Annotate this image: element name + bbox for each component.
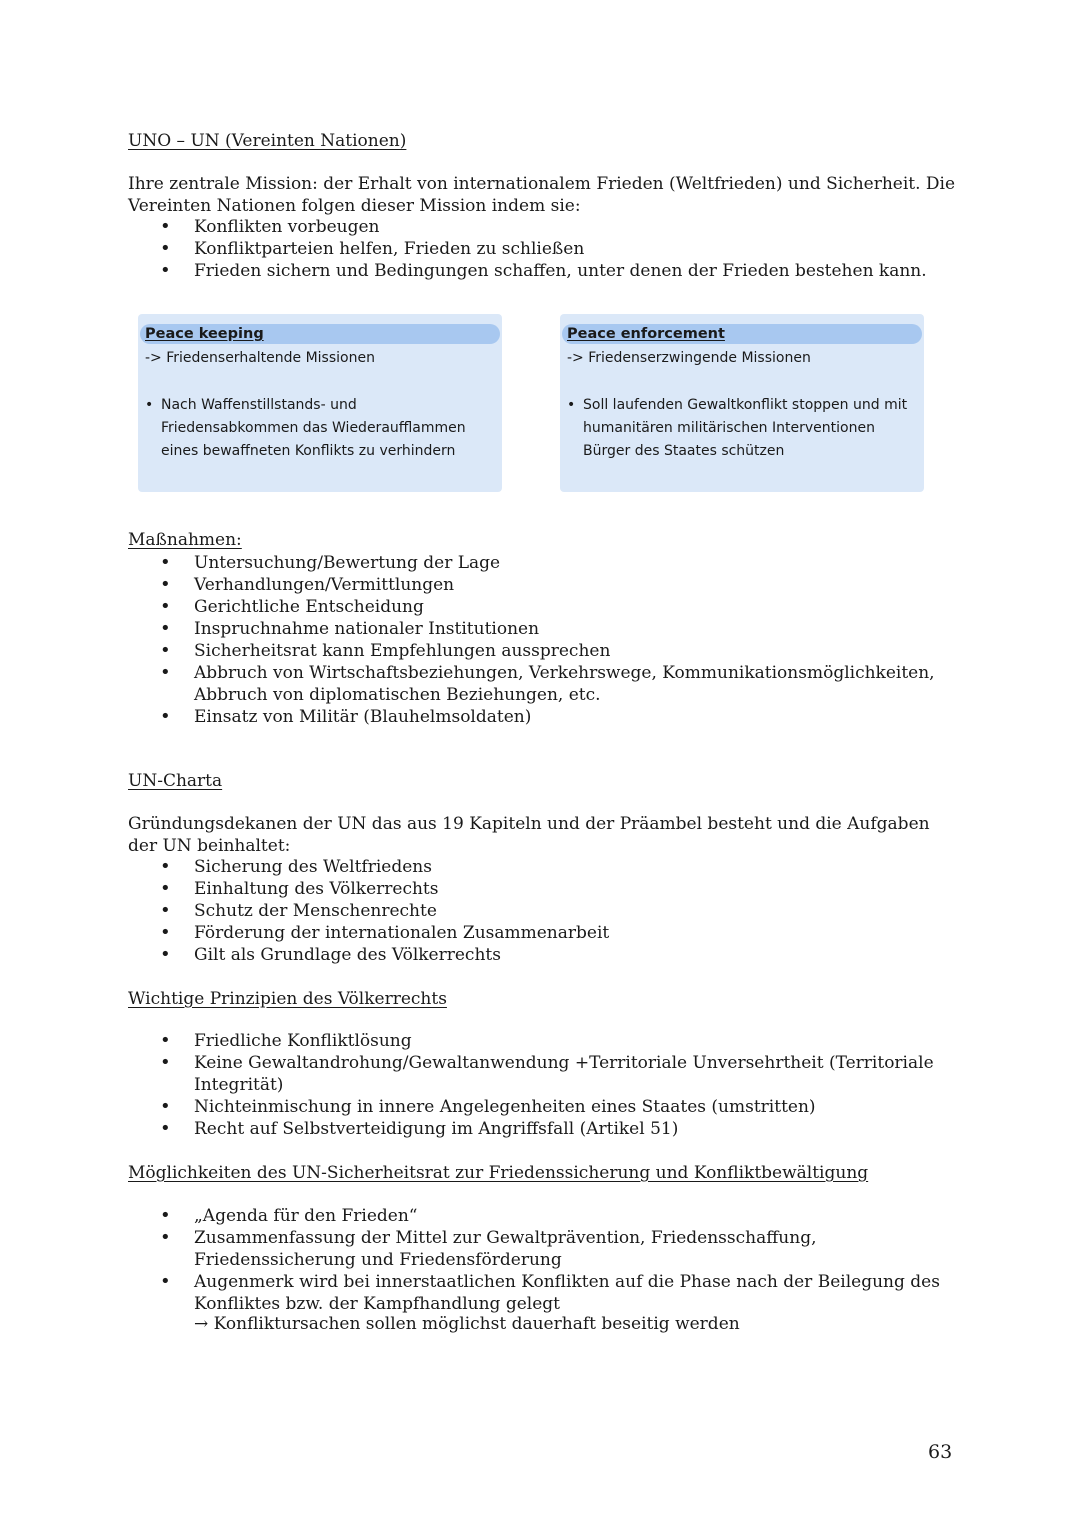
list-item: • Förderung der internationalen Zusammenarbeit xyxy=(128,922,958,944)
box-subtitle: -> Friedenserzwingende Missionen xyxy=(567,350,811,366)
section-heading-moeglichkeiten: Möglichkeiten des UN-Sicherheitsrat zur Friedenssicherung und Konfliktbewältigung xyxy=(128,1163,869,1183)
list-item: • Einsatz von Militär (Blauhelmsoldaten) xyxy=(128,706,958,728)
mission-list xyxy=(128,216,958,282)
box-title: Peace keeping xyxy=(140,324,500,344)
peace-enforcement-box xyxy=(560,314,924,492)
list-item: • „Agenda für den Frieden“ xyxy=(128,1205,958,1227)
section-heading-un-charta: UN-Charta xyxy=(128,771,223,791)
list-item: • Friedliche Konfliktlösung xyxy=(128,1030,958,1052)
section-heading-prinzipien: Wichtige Prinzipien des Völkerrechts xyxy=(128,989,447,1009)
massnahmen-list xyxy=(128,552,958,728)
box-bullet: • Soll laufenden Gewaltkonflikt stoppen und mit humanitären militärischen Interventionen Bürger des Staates schützen xyxy=(567,394,918,463)
charta-paragraph: Gründungsdekanen der UN das aus 19 Kapiteln und der Präambel besteht und die Aufgaben der UN beinhaltet: xyxy=(128,814,930,856)
list-item: • Schutz der Menschenrechte xyxy=(128,900,958,922)
list-item: • Einhaltung des Völkerrechts xyxy=(128,878,958,900)
arrow-note: → Konfliktursachen sollen möglichst dauerhaft beseitig werden xyxy=(194,1314,740,1334)
list-item: • Abbruch von Wirtschaftsbeziehungen, Verkehrswege, Kommunikationsmöglichkeiten, Abbruch von diplomatischen Beziehungen, etc. xyxy=(128,662,958,706)
list-item: • Untersuchung/Bewertung der Lage xyxy=(128,552,958,574)
list-item: • Verhandlungen/Vermittlungen xyxy=(128,574,958,596)
box-bullet: • Nach Waffenstillstands- und Friedensabkommen das Wiederaufflammen eines bewaffneten Konflikts zu verhindern xyxy=(145,394,474,463)
box-subtitle: -> Friedenserhaltende Missionen xyxy=(145,350,375,366)
list-item: • Augenmerk wird bei innerstaatlichen Konflikten auf die Phase nach der Beilegung des Konfliktes bzw. der Kampfhandlung gelegt xyxy=(128,1271,958,1315)
box-title: Peace enforcement xyxy=(562,324,922,344)
list-item: • Nichteinmischung in innere Angelegenheiten eines Staates (umstritten) xyxy=(128,1096,958,1118)
list-item: • Frieden sichern und Bedingungen schaffen, unter denen der Frieden bestehen kann. xyxy=(128,260,958,282)
peace-keeping-box xyxy=(138,314,502,492)
section-heading-uno: UNO – UN (Vereinten Nationen) xyxy=(128,131,407,151)
list-item: • Gerichtliche Entscheidung xyxy=(128,596,958,618)
prinzipien-list xyxy=(128,1030,958,1140)
page-number: 63 xyxy=(928,1441,953,1463)
charta-list xyxy=(128,856,958,966)
intro-paragraph: Ihre zentrale Mission: der Erhalt von internationalem Frieden (Weltfrieden) und Sicherheit. Die Vereinten Nationen folgen dieser Mission indem sie: xyxy=(128,174,956,216)
list-item: • Inspruchnahme nationaler Institutionen xyxy=(128,618,958,640)
list-item: • Zusammenfassung der Mittel zur Gewaltprävention, Friedensschaffung, Friedenssicherung und Friedensförderung xyxy=(128,1227,958,1271)
list-item: • Gilt als Grundlage des Völkerrechts xyxy=(128,944,958,966)
list-item: • Sicherheitsrat kann Empfehlungen aussprechen xyxy=(128,640,958,662)
section-heading-massnahmen: Maßnahmen: xyxy=(128,530,242,550)
list-item: • Sicherung des Weltfriedens xyxy=(128,856,958,878)
list-item: • Konflikten vorbeugen xyxy=(128,216,958,238)
list-item: • Recht auf Selbstverteidigung im Angriffsfall (Artikel 51) xyxy=(128,1118,958,1140)
moeglichkeiten-list xyxy=(128,1205,958,1315)
list-item: • Konfliktparteien helfen, Frieden zu schließen xyxy=(128,238,958,260)
list-item: • Keine Gewaltandrohung/Gewaltanwendung +Territoriale Unversehrtheit (Territoriale Integrität) xyxy=(128,1052,958,1096)
